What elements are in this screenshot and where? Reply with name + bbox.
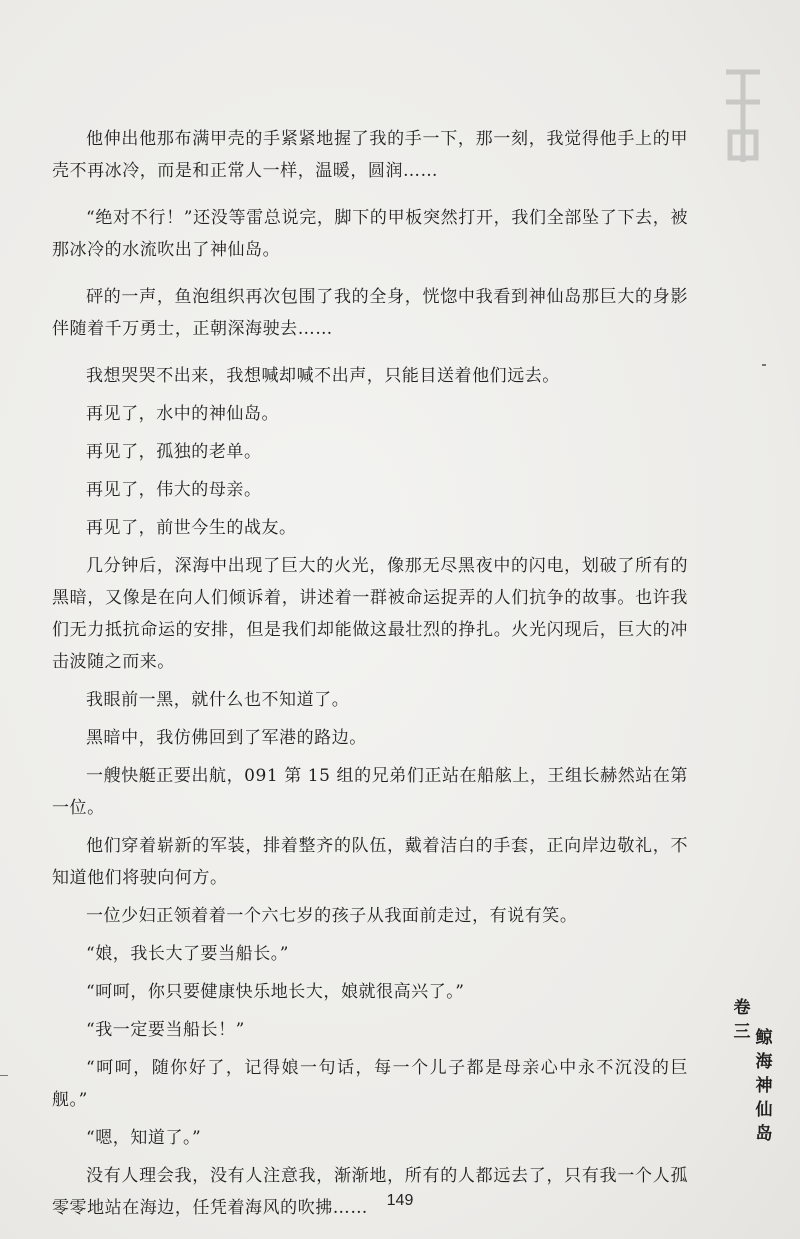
chapter-title-label: 鲸海神仙岛 <box>755 1028 773 1144</box>
margin-tick <box>0 1075 8 1076</box>
paragraph: “娘，我长大了要当船长。” <box>86 944 290 964</box>
paragraph: 我眼前一黑，就什么也不知道了。 <box>86 690 350 710</box>
show-through-character <box>716 62 770 172</box>
paragraph: 没有人理会我，没有人注意我，渐渐地，所有的人都远去了，只有我一个人孤零零地站在海边，任凭着海风的吹拂…… <box>52 1166 688 1218</box>
paragraph: 再见了，伟大的母亲。 <box>86 480 262 500</box>
paragraph: “我一定要当船长！” <box>86 1020 245 1040</box>
paragraph: “呵呵，你只要健康快乐地长大，娘就很高兴了。” <box>86 982 465 1002</box>
page-number: 149 <box>386 1192 414 1209</box>
paragraph: 他们穿着崭新的军装，排着整齐的队伍，戴着洁白的手套，正向岸边敬礼，不知道他们将驶向何方。 <box>52 836 688 888</box>
paragraph: 我想哭哭不出来，我想喊却喊不出声，只能目送着他们远去。 <box>86 366 560 386</box>
paragraph: 一艘快艇正要出航，091 第 15 组的兄弟们正站在船舷上，王组长赫然站在第一位。 <box>52 766 688 818</box>
paragraph: 再见了，孤独的老单。 <box>86 442 262 462</box>
margin-mark <box>762 364 766 366</box>
paragraph: 几分钟后，深海中出现了巨大的火光，像那无尽黑夜中的闪电，划破了所有的黑暗，又像是在向人们倾诉着，讲述着一群被命运捉弄的人们抗争的故事。也许我们无力抵抗命运的安排，但是我们却能做这最壮烈的挣扎。火光闪现后，巨大的冲击波随之而来。 <box>52 556 688 672</box>
paragraph: “呵呵，随你好了，记得娘一句话，每一个儿子都是母亲心中永不沉没的巨舰。” <box>52 1058 688 1110</box>
paragraph: 他伸出他那布满甲壳的手紧紧地握了我的手一下，那一刻，我觉得他手上的甲壳不再冰冷，而是和正常人一样，温暖，圆润…… <box>52 129 688 181</box>
paragraph: 再见了，前世今生的战友。 <box>86 518 297 538</box>
paragraph: 一位少妇正领着着一个六七岁的孩子从我面前走过，有说有笑。 <box>86 906 578 926</box>
paragraph: 砰的一声，鱼泡组织再次包围了我的全身，恍惚中我看到神仙岛那巨大的身影伴随着千万勇士，正朝深海驶去…… <box>52 287 688 339</box>
volume-label: 卷三 <box>733 998 751 1042</box>
paragraph: “嗯，知道了。” <box>86 1128 202 1148</box>
paragraph: “绝对不行！”还没等雷总说完，脚下的甲板突然打开，我们全部坠了下去，被那冰冷的水流吹出了神仙岛。 <box>52 208 688 260</box>
paragraph: 黑暗中，我仿佛回到了军港的路边。 <box>86 728 367 748</box>
paragraph: 再见了，水中的神仙岛。 <box>86 404 280 424</box>
body-text <box>52 123 688 1230</box>
